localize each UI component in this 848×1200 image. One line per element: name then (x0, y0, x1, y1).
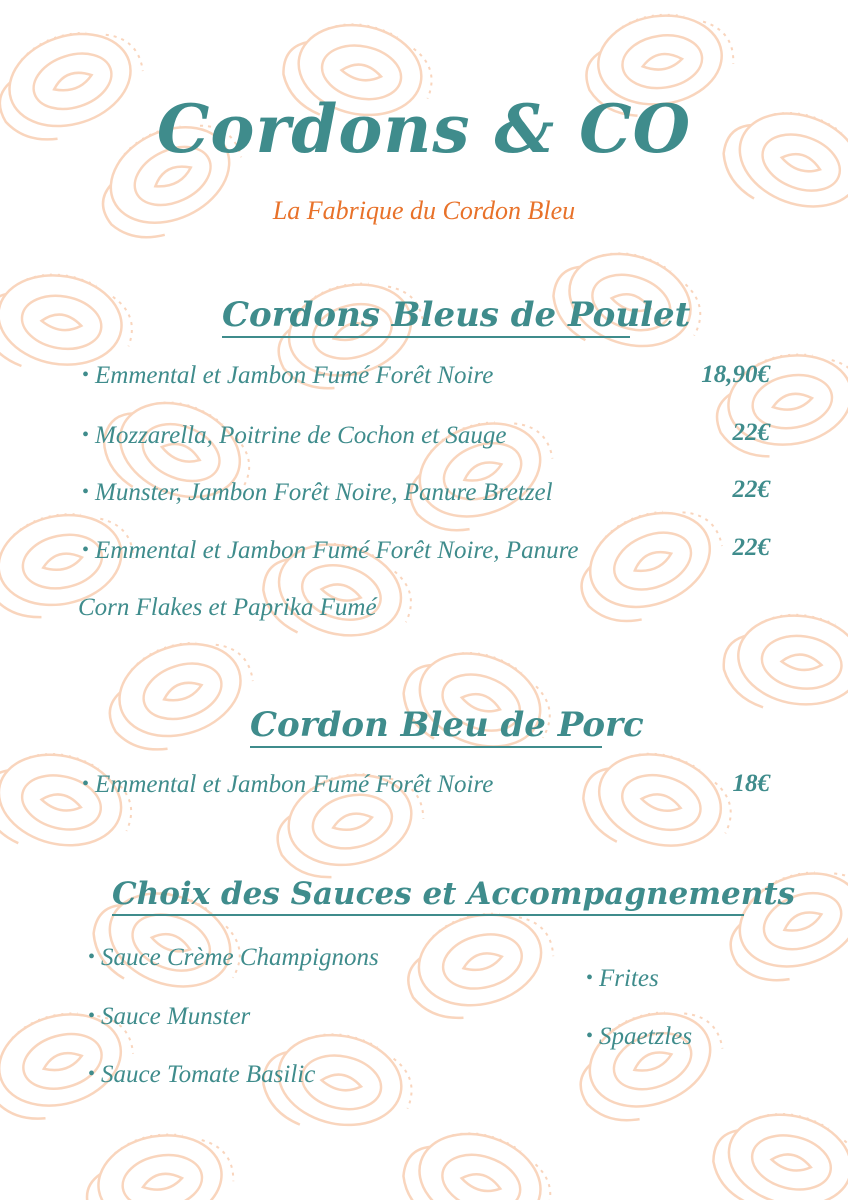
menu-item-price: 18€ (732, 770, 770, 797)
side-name: Frites (599, 965, 659, 992)
section-title-sauces: Choix des Sauces et Accompagnements (112, 879, 744, 916)
bullet-icon: • (82, 539, 90, 561)
menu-item-price: 18,90€ (701, 361, 770, 388)
bullet-icon: • (586, 967, 594, 989)
bullet-icon: • (82, 364, 90, 386)
menu-item-name: Emmental et Jambon Fumé Forêt Noire (95, 362, 494, 389)
side-name: Spaetzles (599, 1023, 693, 1050)
side-item (586, 1024, 692, 1049)
menu-item-continuation: Corn Flakes et Paprika Fumé (78, 594, 377, 621)
menu-item-price: 22€ (732, 419, 770, 446)
bullet-icon: • (586, 1025, 594, 1047)
menu-item (82, 772, 493, 797)
menu-item-price: 22€ (732, 476, 770, 503)
bullet-icon: • (88, 1005, 96, 1027)
menu-item-name: Munster, Jambon Forêt Noire, Panure Bretzel (95, 479, 553, 506)
sauce-name: Sauce Munster (101, 1003, 251, 1030)
sauce-item (88, 1062, 315, 1087)
bullet-icon: • (82, 773, 90, 795)
menu-item-name: Mozzarella, Poitrine de Cochon et Sauge (95, 422, 507, 449)
sauce-name: Sauce Crème Champignons (101, 944, 379, 971)
menu-item-name: Emmental et Jambon Fumé Forêt Noire, Panure (95, 537, 579, 564)
bullet-icon: • (88, 1063, 96, 1085)
sauce-item (88, 1004, 250, 1029)
bullet-icon: • (88, 946, 96, 968)
restaurant-subtitle: La Fabrique du Cordon Bleu (272, 196, 576, 225)
bullet-icon: • (82, 481, 90, 503)
side-item (586, 966, 659, 991)
menu-item (82, 480, 553, 505)
restaurant-title: Cordons & CO (156, 90, 692, 168)
section-title-poulet: Cordons Bleus de Poulet (222, 298, 630, 338)
sauce-name: Sauce Tomate Basilic (101, 1061, 316, 1088)
menu-item (82, 363, 493, 388)
menu-item-price: 22€ (732, 534, 770, 561)
menu-item-name: Emmental et Jambon Fumé Forêt Noire (95, 771, 494, 798)
section-title-porc: Cordon Bleu de Porc (250, 708, 602, 748)
sauce-item (88, 945, 379, 970)
bullet-icon: • (82, 424, 90, 446)
menu-item (82, 423, 507, 448)
menu-item (82, 538, 578, 563)
